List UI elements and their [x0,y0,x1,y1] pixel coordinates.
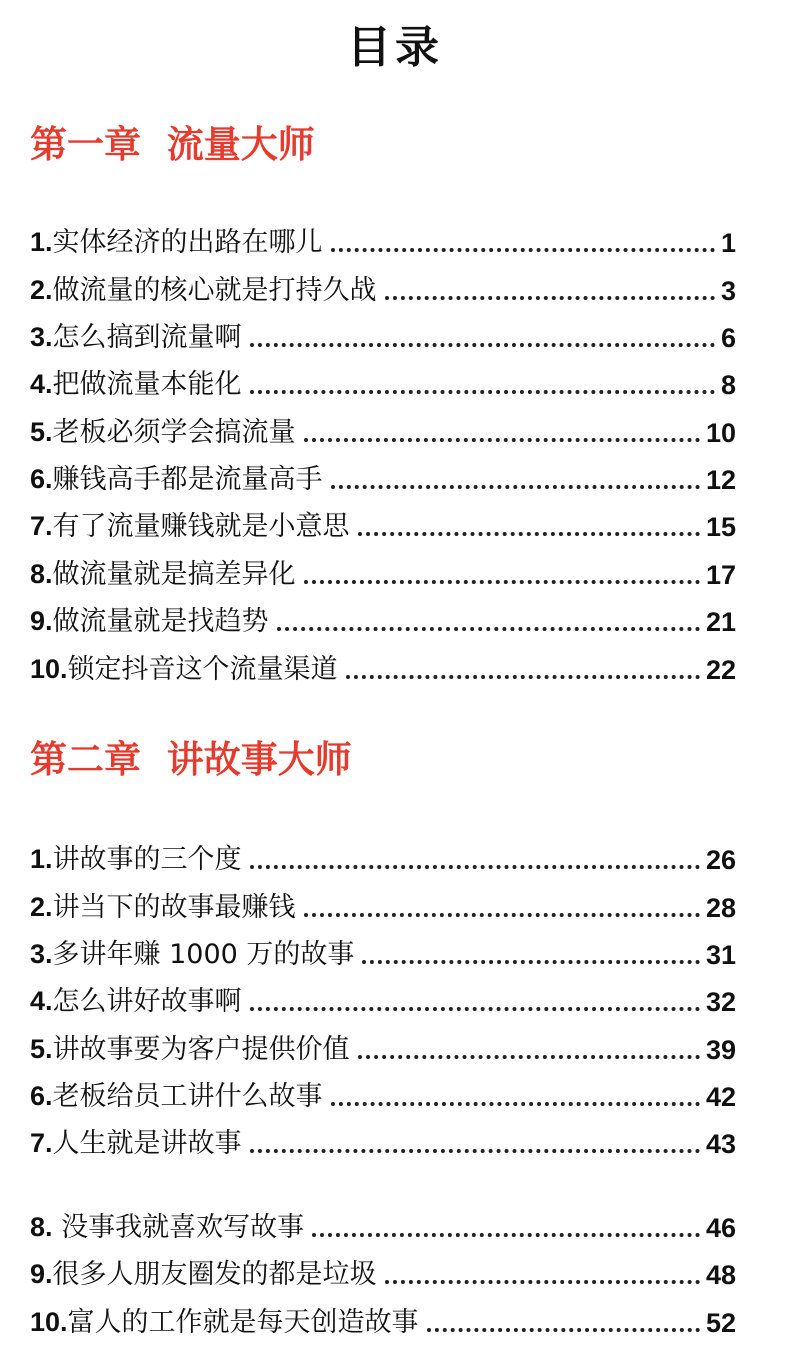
page-number: 1 [720,228,736,258]
toc-entry[interactable] [30,408,736,450]
toc-entry[interactable] [30,502,736,544]
toc-entry[interactable] [30,977,736,1019]
entry-text: 老板给员工讲什么故事 [52,1081,323,1112]
entry-number: 4. [30,986,53,1016]
entry-title [30,273,377,308]
entry-title [30,1210,304,1245]
page-number: 32 [705,987,736,1017]
toc-entry[interactable] [30,360,736,402]
entry-number: 9. [30,606,53,636]
toc-entry[interactable] [30,930,736,972]
dot-leader [304,580,700,584]
dot-leader [250,1149,700,1153]
entry-title [30,1257,377,1292]
dot-leader [331,248,715,252]
entry-title [30,1126,242,1161]
page-number: 10 [705,418,736,448]
page-number: 48 [705,1260,736,1290]
page-number: 42 [705,1082,736,1112]
page-number: 8 [720,370,736,400]
dot-leader [250,390,715,394]
toc-entry[interactable] [30,1203,736,1245]
entry-title [30,604,269,639]
entry-text: 很多人朋友圈发的都是垃圾 [52,1259,377,1290]
entry-number: 8. [30,1212,53,1242]
page-number: 6 [720,323,736,353]
page-number: 31 [705,940,736,970]
entry-text: 没事我就喜欢写故事 [52,1212,305,1243]
toc-entry[interactable] [30,835,736,877]
entry-number: 1. [30,844,53,874]
dot-leader [427,1328,700,1332]
entry-number: 3. [30,939,53,969]
entry-number: 9. [30,1259,53,1289]
entry-number: 10. [30,654,68,684]
entry-text: 怎么搞到流量啊 [52,322,242,353]
page-number: 15 [705,512,736,542]
entry-text: 讲故事要为客户提供价值 [52,1034,350,1065]
page-number: 43 [705,1129,736,1159]
entry-text: 人生就是讲故事 [52,1128,242,1159]
dot-leader [385,296,715,300]
dot-leader [331,1102,700,1106]
dot-leader [304,913,700,917]
entry-title [30,462,323,497]
entry-text: 讲故事的三个度 [52,844,242,875]
page-number: 21 [705,607,736,637]
entry-text: 做流量就是找趋势 [52,606,269,637]
entry-title [30,1305,419,1340]
page-number: 22 [705,655,736,685]
page-number: 17 [705,560,736,590]
entry-text: 老板必须学会搞流量 [52,417,296,448]
entry-title [30,225,323,260]
entry-text: 实体经济的出路在哪儿 [52,227,323,258]
dot-leader [358,532,700,536]
entry-text: 锁定抖音这个流量渠道 [67,654,338,685]
toc-entry[interactable] [30,645,736,687]
entry-number: 7. [30,511,53,541]
toc-entry[interactable] [30,597,736,639]
entry-number: 3. [30,322,53,352]
dot-leader [358,1055,700,1059]
dot-leader [362,960,700,964]
entry-number: 2. [30,275,53,305]
entry-number: 6. [30,1081,53,1111]
dot-leader [304,438,700,442]
entry-number: 5. [30,1034,53,1064]
entry-text: 赚钱高手都是流量高手 [52,464,323,495]
toc-entry[interactable] [30,883,736,925]
entry-number: 10. [30,1307,68,1337]
entry-number: 5. [30,417,53,447]
toc-entry[interactable] [30,313,736,355]
toc-entry[interactable] [30,455,736,497]
chapter-heading: 第二章 讲故事大师 [30,738,352,781]
entry-number: 8. [30,559,53,589]
page-number: 12 [705,465,736,495]
entry-text: 把做流量本能化 [52,369,242,400]
entry-title [30,320,242,355]
entry-number: 7. [30,1128,53,1158]
entry-title [30,652,338,687]
dot-leader [346,675,700,679]
page-number: 28 [705,893,736,923]
toc-entry[interactable] [30,1250,736,1292]
entry-title [30,842,242,877]
dot-leader [331,485,700,489]
toc-entry[interactable] [30,1072,736,1114]
page-number: 3 [720,276,736,306]
page-title: 目录 [347,22,443,73]
entry-text: 讲当下的故事最赚钱 [52,892,296,923]
entry-text: 做流量的核心就是打持久战 [52,275,377,306]
dot-leader [277,627,700,631]
page-number: 46 [705,1213,736,1243]
dot-leader [385,1280,700,1284]
entry-text: 做流量就是搞差异化 [52,559,296,590]
entry-title [30,890,296,925]
entry-number: 6. [30,464,53,494]
entry-title [30,367,242,402]
dot-leader [250,1007,700,1011]
entry-number: 2. [30,892,53,922]
entry-text: 有了流量赚钱就是小意思 [52,511,350,542]
toc-entry[interactable] [30,1025,736,1067]
page-number: 39 [705,1035,736,1065]
toc-entry[interactable] [30,218,736,260]
toc-entry[interactable] [30,1298,736,1340]
toc-entry[interactable] [30,550,736,592]
entry-text: 怎么讲好故事啊 [52,986,242,1017]
entry-title [30,1079,323,1114]
entry-title [30,509,350,544]
entry-title [30,1032,350,1067]
page-number: 52 [705,1308,736,1338]
toc-entry[interactable] [30,1119,736,1161]
entry-text: 多讲年赚 1000 万的故事 [52,939,355,970]
entry-title [30,937,354,972]
dot-leader [250,343,715,347]
entry-text: 富人的工作就是每天创造故事 [67,1307,419,1338]
entry-title [30,557,296,592]
entry-title [30,984,242,1019]
entry-number: 4. [30,369,53,399]
toc-entry[interactable] [30,266,736,308]
dot-leader [312,1233,700,1237]
page-number: 26 [705,845,736,875]
entry-number: 1. [30,227,53,257]
dot-leader [250,865,700,869]
entry-title [30,415,296,450]
chapter-heading: 第一章 流量大师 [30,123,315,166]
